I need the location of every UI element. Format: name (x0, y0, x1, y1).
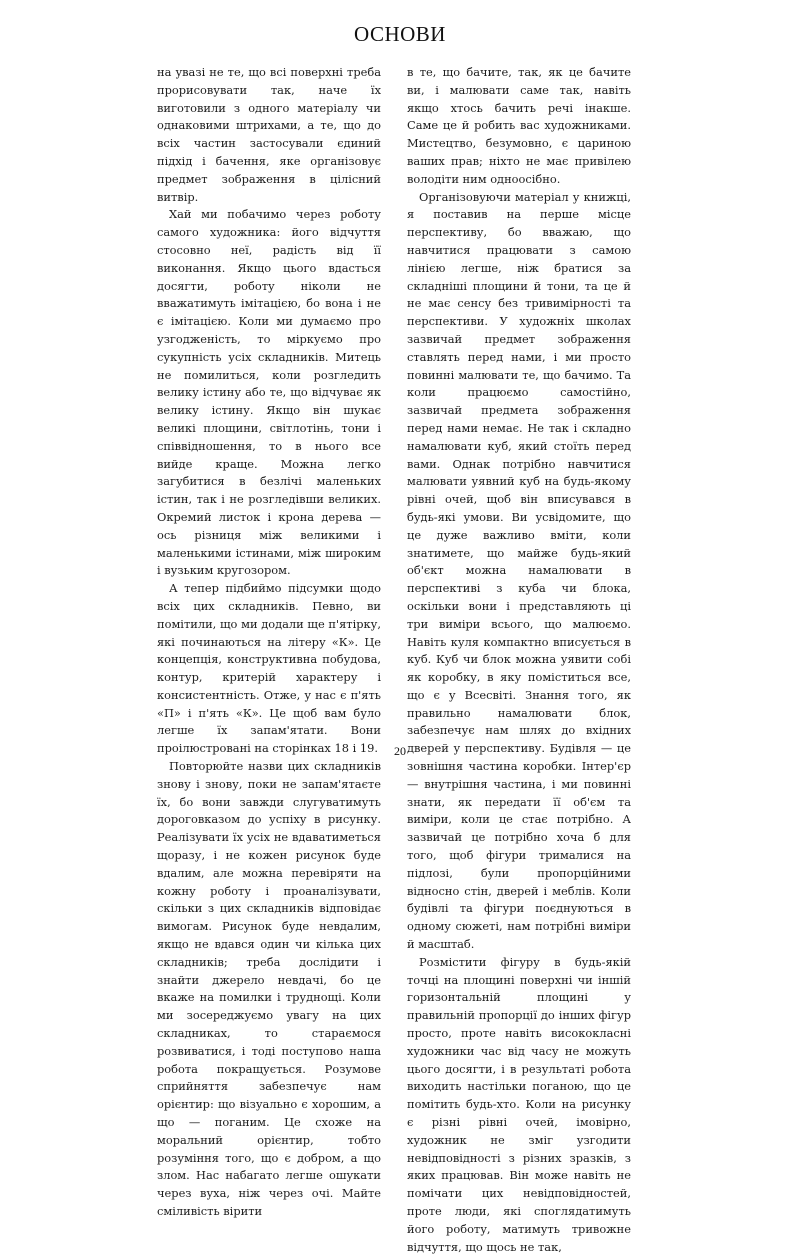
paragraph: на увазі не те, що всі поверхні треба прорисовувати так, наче їх виготовили з одного матеріалу чи однаковими штрихами, а те, що до всіх частин застосували єдиний підхід і бачення, яке організовує предмет зображення в цілісний витвір. (157, 65, 381, 204)
paragraph: Повторюйте назви цих складників знову і знову, поки не запам'ятаєте їх, бо вони завжди слугуватимуть дороговказом до успіху в рисунку. Реалізувати їх усіх не вдаватиметься щоразу, і не кожен рисунок буде вдалим, але можна перевіряти на кожну роботу і проаналізувати, скільки з цих складників відповідає вимогам. Рисунок буде невдалим, якщо не вдався один чи кілька цих складників; треба дослідити і знайти джерело невдачі, бо це вкаже на помилки і труднощі. Коли ми зосереджуємо увагу на цих складниках, то стараємося розвиватися, і тоді поступово наша робота покращується. Розумове сприйняття забезпечує нам орієнтир: що візуально є хорошим, а що — поганим. Це схоже на моральний орієнтир, тобто розуміння того, що є добром, а що злом. Нас набагато легше ошукати через вуха, ніж через очі. Майте сміливість вірити (157, 759, 381, 1218)
left-text-column (157, 64, 381, 1221)
paragraph: Розмістити фігуру в будь-якій точці на площині поверхні чи іншій горизонтальній площині у правильній пропорції до інших фігур просто, проте навіть висококласні художники час від часу не можуть цього досягти, і в результаті робота виходить настільки поганою, що це помітить будь-хто. Коли на рисунку є різні рівні очей, імовірно, художник не зміг узгодити невідповідності з різних зразків, з яких працював. Він може навіть не помічати цих невідповідностей, проте люди, які споглядатимуть його роботу, матимуть тривожне відчуття, що щось не так, (407, 954, 631, 1254)
paragraph: А тепер підбиймо підсумки щодо всіх цих складників. Певно, ви помітили, що ми додали ще п'ятірку, які починаються на літеру «К». Це концепція, конструктивна побудова, контур, критерій характеру і консистентність. Отже, у нас є п'ять «П» і п'ять «К». Це щоб вам було легше їх запам'ятати. Вони проілюстровані на сторінках 18 і 19. (157, 581, 381, 756)
paragraph: в те, що бачите, так, як це бачите ви, і малювати саме так, навіть якщо хтось бачить речі інакше. Саме це й робить вас художниками. Мистецтво, безумовно, є цариною ваших прав; ніхто не має привілею володіти ним одноосібно. (407, 65, 631, 186)
page-title: ОСНОВИ (354, 22, 446, 46)
paragraph: Організовуючи матеріал у книжці, я поставив на перше місце перспективу, бо вважаю, що навчитися працювати з самою лінією легше, ніж братися за складніші площини й тони, та це й не має сенсу без тривимірності та перспективи. У художніх школах зазвичай предмет зображення ставлять перед нами, і ми просто повинні малювати те, що бачимо. Та коли працюємо самостійно, зазвичай предмета зображення перед нами немає. Не так і складно намалювати куб, який стоїть перед вами. Однак потрібно навчитися малювати уявний куб на будь-якому рівні очей, щоб він вписувався в будь-які умови. Ви усвідомите, що це дуже важливо вміти, коли знатимете, що майже будь-який об'єкт можна намалювати в перспективі з куба чи блока, оскільки вони і представляють ці три виміри всього, що малюємо. Навіть куля компактно вписується в куб. Куб чи блок можна уявити собі як коробку, в яку поміститься все, що є у Всесвіті. Знання того, як правильно намалювати блок, забезпечує нам шлях до вхідних дверей у перспективу. Будівля — це зовнішня частина коробки. Інтер'єр — внутрішня частина, і ми повинні знати, як передати її об'єм та виміри, коли це стає потрібно. А зазвичай це потрібно хоча б для того, щоб фігури трималися на підлозі, були пропорційними відносно стін, дверей і меблів. Коли будівлі та фігури поєднуються в одному сюжеті, нам потрібні виміри й масштаб. (407, 189, 631, 952)
page-number: 20 (394, 744, 406, 758)
paragraph: Хай ми побачимо через роботу самого художника: його відчуття стосовно неї, радість від її виконання. Якщо цього вдасться досягти, роботу ніколи не вважатимуть імітацією, бо вона і не є імітацією. Коли ми думаємо про узгодженість, то міркуємо про сукупність усіх складників. Митець не помилиться, коли розгледить велику істину або те, що відчуває як велику істину. Якщо він шукає великі площини, світлотінь, тони і співвідношення, то в нього все вийде краще. Можна легко загубитися в безлічі маленьких істин, так і не розгледівши великих. Окремий листок і крона дерева — ось різниця між великими і маленькими істинами, між широким і вузьким кругозором. (157, 207, 381, 578)
right-text-column (407, 64, 631, 1256)
